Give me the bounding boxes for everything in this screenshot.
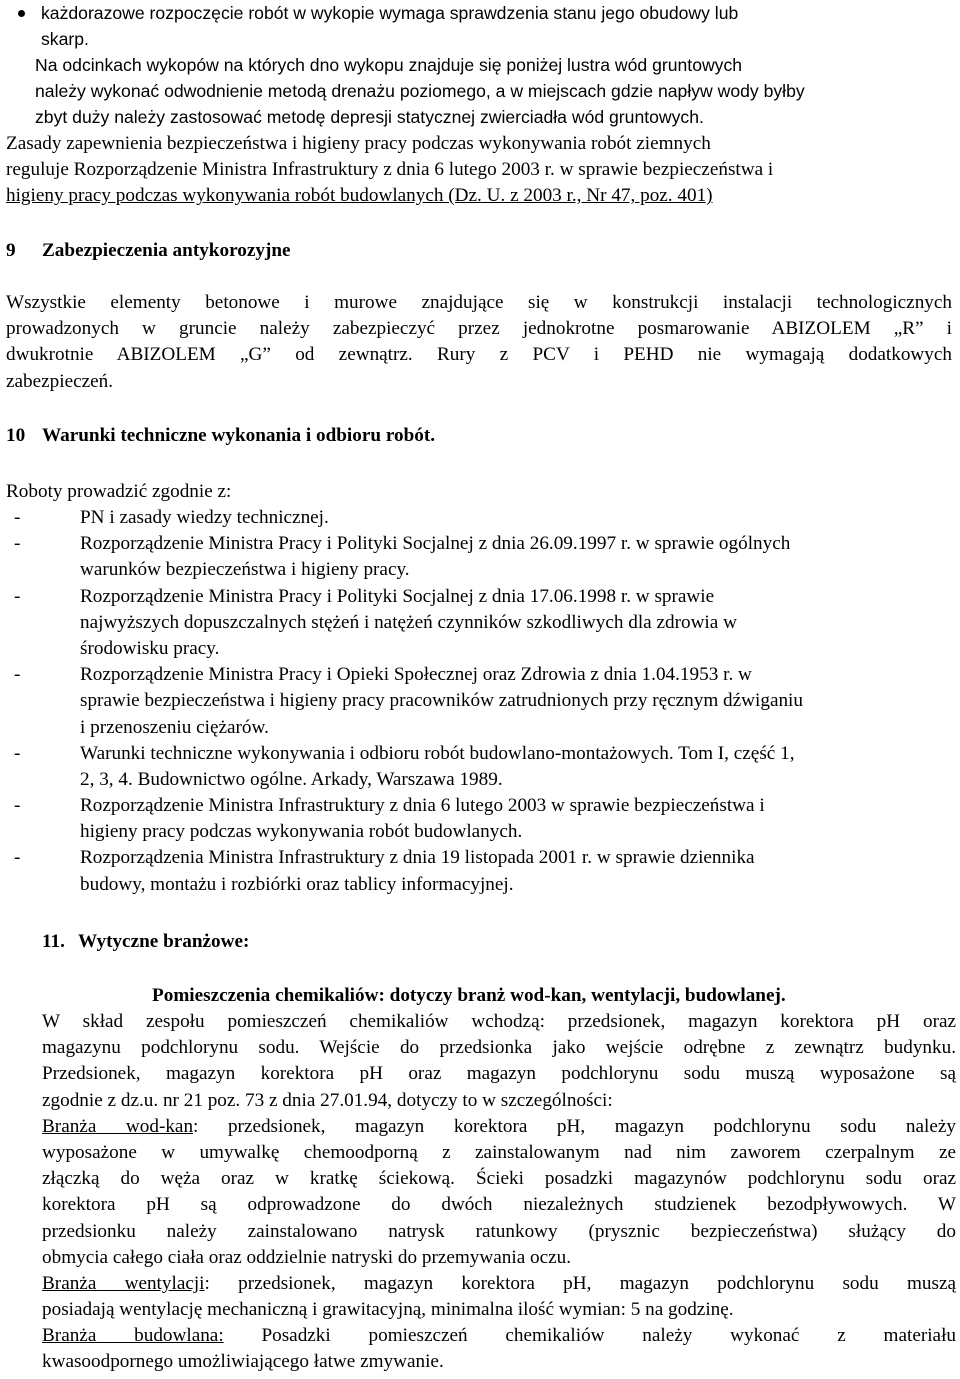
wodkan-first-line <box>42 1114 956 1140</box>
bud-first-line <box>42 1323 956 1349</box>
paragraph-line: korektora pH są odprowadzone do dwóch niezależnych studzienek bezodpływowych. W <box>42 1194 956 1216</box>
wodkan-first-rest: : przedsionek, magazyn korektora pH, magazyn podchlorynu sodu należy <box>193 1115 956 1137</box>
paragraph-line: Wszystkie elementy betonowe i murowe znajdujące się w konstrukcji instalacji technologicznych <box>6 292 952 313</box>
intro-line: należy wykonać odwodnienie metodą drenażu poziomego, a w miejscach gdzie napływ wody byłby <box>35 81 805 102</box>
list-item-line: najwyższych dopuszczalnych stężeń i natężeń czynników szkodliwych dla zdrowia w <box>80 611 737 633</box>
section-number: 10 <box>6 425 26 446</box>
list-item <box>6 531 952 583</box>
paragraph-line: Przedsionek, magazyn korektora pH oraz magazyn podchlorynu sodu muszą wyposażone są <box>42 1063 956 1085</box>
dash-marker: - <box>14 507 21 528</box>
bhp-line: higieny pracy podczas wykonywania robót budowlanych (Dz. U. z 2003 r., Nr 47, poz. 401) <box>6 185 713 207</box>
list-item <box>6 793 952 845</box>
paragraph-line: zabezpieczeń. <box>6 370 114 392</box>
intro-paragraph <box>35 52 952 131</box>
bhp-line: Zasady zapewnienia bezpieczeństwa i higieny pracy podczas wykonywania robót ziemnych <box>6 133 711 154</box>
dash-marker: - <box>14 742 21 764</box>
list-item-line: i przenoszeniu ciężarów. <box>80 716 269 738</box>
list-item-line: Rozporządzenie Ministra Pracy i Polityki Socjalnej z dnia 17.06.1998 r. w sprawie <box>80 585 715 607</box>
list-item-line: Warunki techniczne wykonywania i odbioru robót budowlano-montażowych. Tom I, część 1, <box>80 742 795 764</box>
section-number: 11. <box>42 931 65 952</box>
went-first-rest: : przedsionek, magazyn korektora pH, magazyn podchlorynu sodu muszą <box>204 1272 956 1294</box>
list-item <box>6 505 952 531</box>
dash-marker: - <box>14 847 21 869</box>
section-title: Wytyczne branżowe: <box>78 931 250 952</box>
dash-marker: - <box>14 795 21 817</box>
bud-first-rest: Posadzki pomieszczeń chemikaliów należy wykonać z materiału <box>223 1325 956 1347</box>
regulations-list <box>6 505 952 898</box>
list-item-line: budowy, montażu i rozbiórki oraz tablicy informacyjnej. <box>80 873 514 895</box>
paragraph-line: W skład zespołu pomieszczeń chemikaliów wchodzą: przedsionek, magazyn korektora pH oraz <box>42 1011 956 1032</box>
bhp-paragraph <box>6 131 952 210</box>
list-item-line: warunków bezpieczeństwa i higieny pracy. <box>80 559 410 581</box>
went-first-line <box>42 1271 956 1297</box>
paragraph-line: kwasoodpornego umożliwiającego łatwe zmywanie. <box>42 1351 444 1373</box>
dash-marker: - <box>14 664 21 686</box>
list-item-line: PN i zasady wiedzy technicznej. <box>80 507 329 528</box>
list-item-line: Rozporządzenie Ministra Pracy i Opieki Społecznej oraz Zdrowia z dnia 1.04.1953 r. w <box>80 664 752 686</box>
section-10-heading <box>6 423 435 449</box>
bullet-icon <box>18 10 25 17</box>
section-11-subtitle <box>152 983 786 1009</box>
paragraph-line: obmycia całego ciała oraz oddzielnie natryski do przemywania oczu. <box>42 1246 572 1268</box>
section-number: 9 <box>6 240 16 261</box>
list-item <box>6 584 952 663</box>
dash-marker: - <box>14 585 21 607</box>
paragraph-line: wyposażone w umywalkę chemoodporną z zainstalowanym nad nim zaworem czerpalnym ze <box>42 1141 956 1163</box>
paragraph-line: dwukrotnie ABIZOLEM „G” od zewnątrz. Rury z PCV i PEHD nie wymagają dodatkowych <box>6 344 952 366</box>
list-item-line: Rozporządzenie Ministra Pracy i Polityki Socjalnej z dnia 26.09.1997 r. w sprawie ogólnych <box>80 533 791 555</box>
section-10-intro: Roboty prowadzić zgodnie z: <box>6 481 232 502</box>
section-11-body <box>42 1009 956 1376</box>
section-9-paragraph <box>6 290 952 395</box>
section-11-heading <box>42 929 249 955</box>
list-item-line: 2, 3, 4. Budownictwo ogólne. Arkady, Warszawa 1989. <box>80 768 503 790</box>
bullet-line: skarp. <box>41 29 89 50</box>
branch-label-wodkan: Branża wod-kan <box>42 1115 194 1137</box>
list-item <box>6 741 952 793</box>
section-9-heading <box>6 238 291 264</box>
list-item-line: środowisku pracy. <box>80 637 220 659</box>
list-item-line: sprawie bezpieczeństwa i higieny pracy pracowników zatrudnionych przy ręcznym dźwiganiu <box>80 690 803 712</box>
dash-marker: - <box>14 533 21 555</box>
list-item-line: Rozporządzenia Ministra Infrastruktury z dnia 19 listopada 2001 r. w sprawie dziennika <box>80 847 755 869</box>
paragraph-line: magazynu podchlorynu sodu. Wejście do przedsionka jako wejście odrębne z zewnątrz budynku. <box>42 1037 956 1059</box>
paragraph-line: złączką do węża oraz w kratkę ściekową. Ścieki posadzki magazynów podchlorynu sodu oraz <box>42 1168 956 1190</box>
list-item-line: higieny pracy podczas wykonywania robót budowlanych. <box>80 821 523 843</box>
branch-label-budowlana: Branża budowlana: <box>42 1325 224 1347</box>
intro-line: Na odcinkach wykopów na których dno wykopu znajduje się poniżej lustra wód gruntowych <box>35 55 743 75</box>
subtitle-text: Pomieszczenia chemikaliów: dotyczy branż wod-kan, wentylacji, budowlanej. <box>152 985 786 1006</box>
paragraph-line: prowadzonych w gruncie należy zabezpieczyć przez jednokrotne posmarowanie ABIZOLEM „R” i <box>6 318 952 340</box>
intro-bullet-item <box>6 0 952 52</box>
paragraph-line: przedsionku należy zainstalowano natrysk ratunkowy (prysznic bezpieczeństwa) służący do <box>42 1220 956 1242</box>
list-item-line: Rozporządzenie Ministra Infrastruktury z dnia 6 lutego 2003 w sprawie bezpieczeństwa i <box>80 795 765 817</box>
list-item <box>6 845 952 897</box>
paragraph-line: posiadają wentylację mechaniczną i grawitacyjną, minimalna ilość wymian: 5 na godzinę. <box>42 1299 734 1321</box>
intro-line: zbyt duży należy zastosować metodę depresji statycznej zwierciadła wód gruntowych. <box>35 107 704 128</box>
bullet-line: każdorazowe rozpoczęcie robót w wykopie wymaga sprawdzenia stanu jego obudowy lub <box>41 3 739 23</box>
paragraph-line: zgodnie z dz.u. nr 21 poz. 73 z dnia 27.01.94, dotyczy to w szczególności: <box>42 1089 613 1111</box>
branch-label-wentylacji: Branża wentylacji <box>42 1272 205 1294</box>
bhp-line: reguluje Rozporządzenie Ministra Infrastruktury z dnia 6 lutego 2003 r. w sprawie bezpieczeństwa i <box>6 159 774 181</box>
list-item <box>6 662 952 741</box>
section-title: Warunki techniczne wykonania i odbioru robót. <box>42 425 436 446</box>
section-title: Zabezpieczenia antykorozyjne <box>42 240 291 261</box>
